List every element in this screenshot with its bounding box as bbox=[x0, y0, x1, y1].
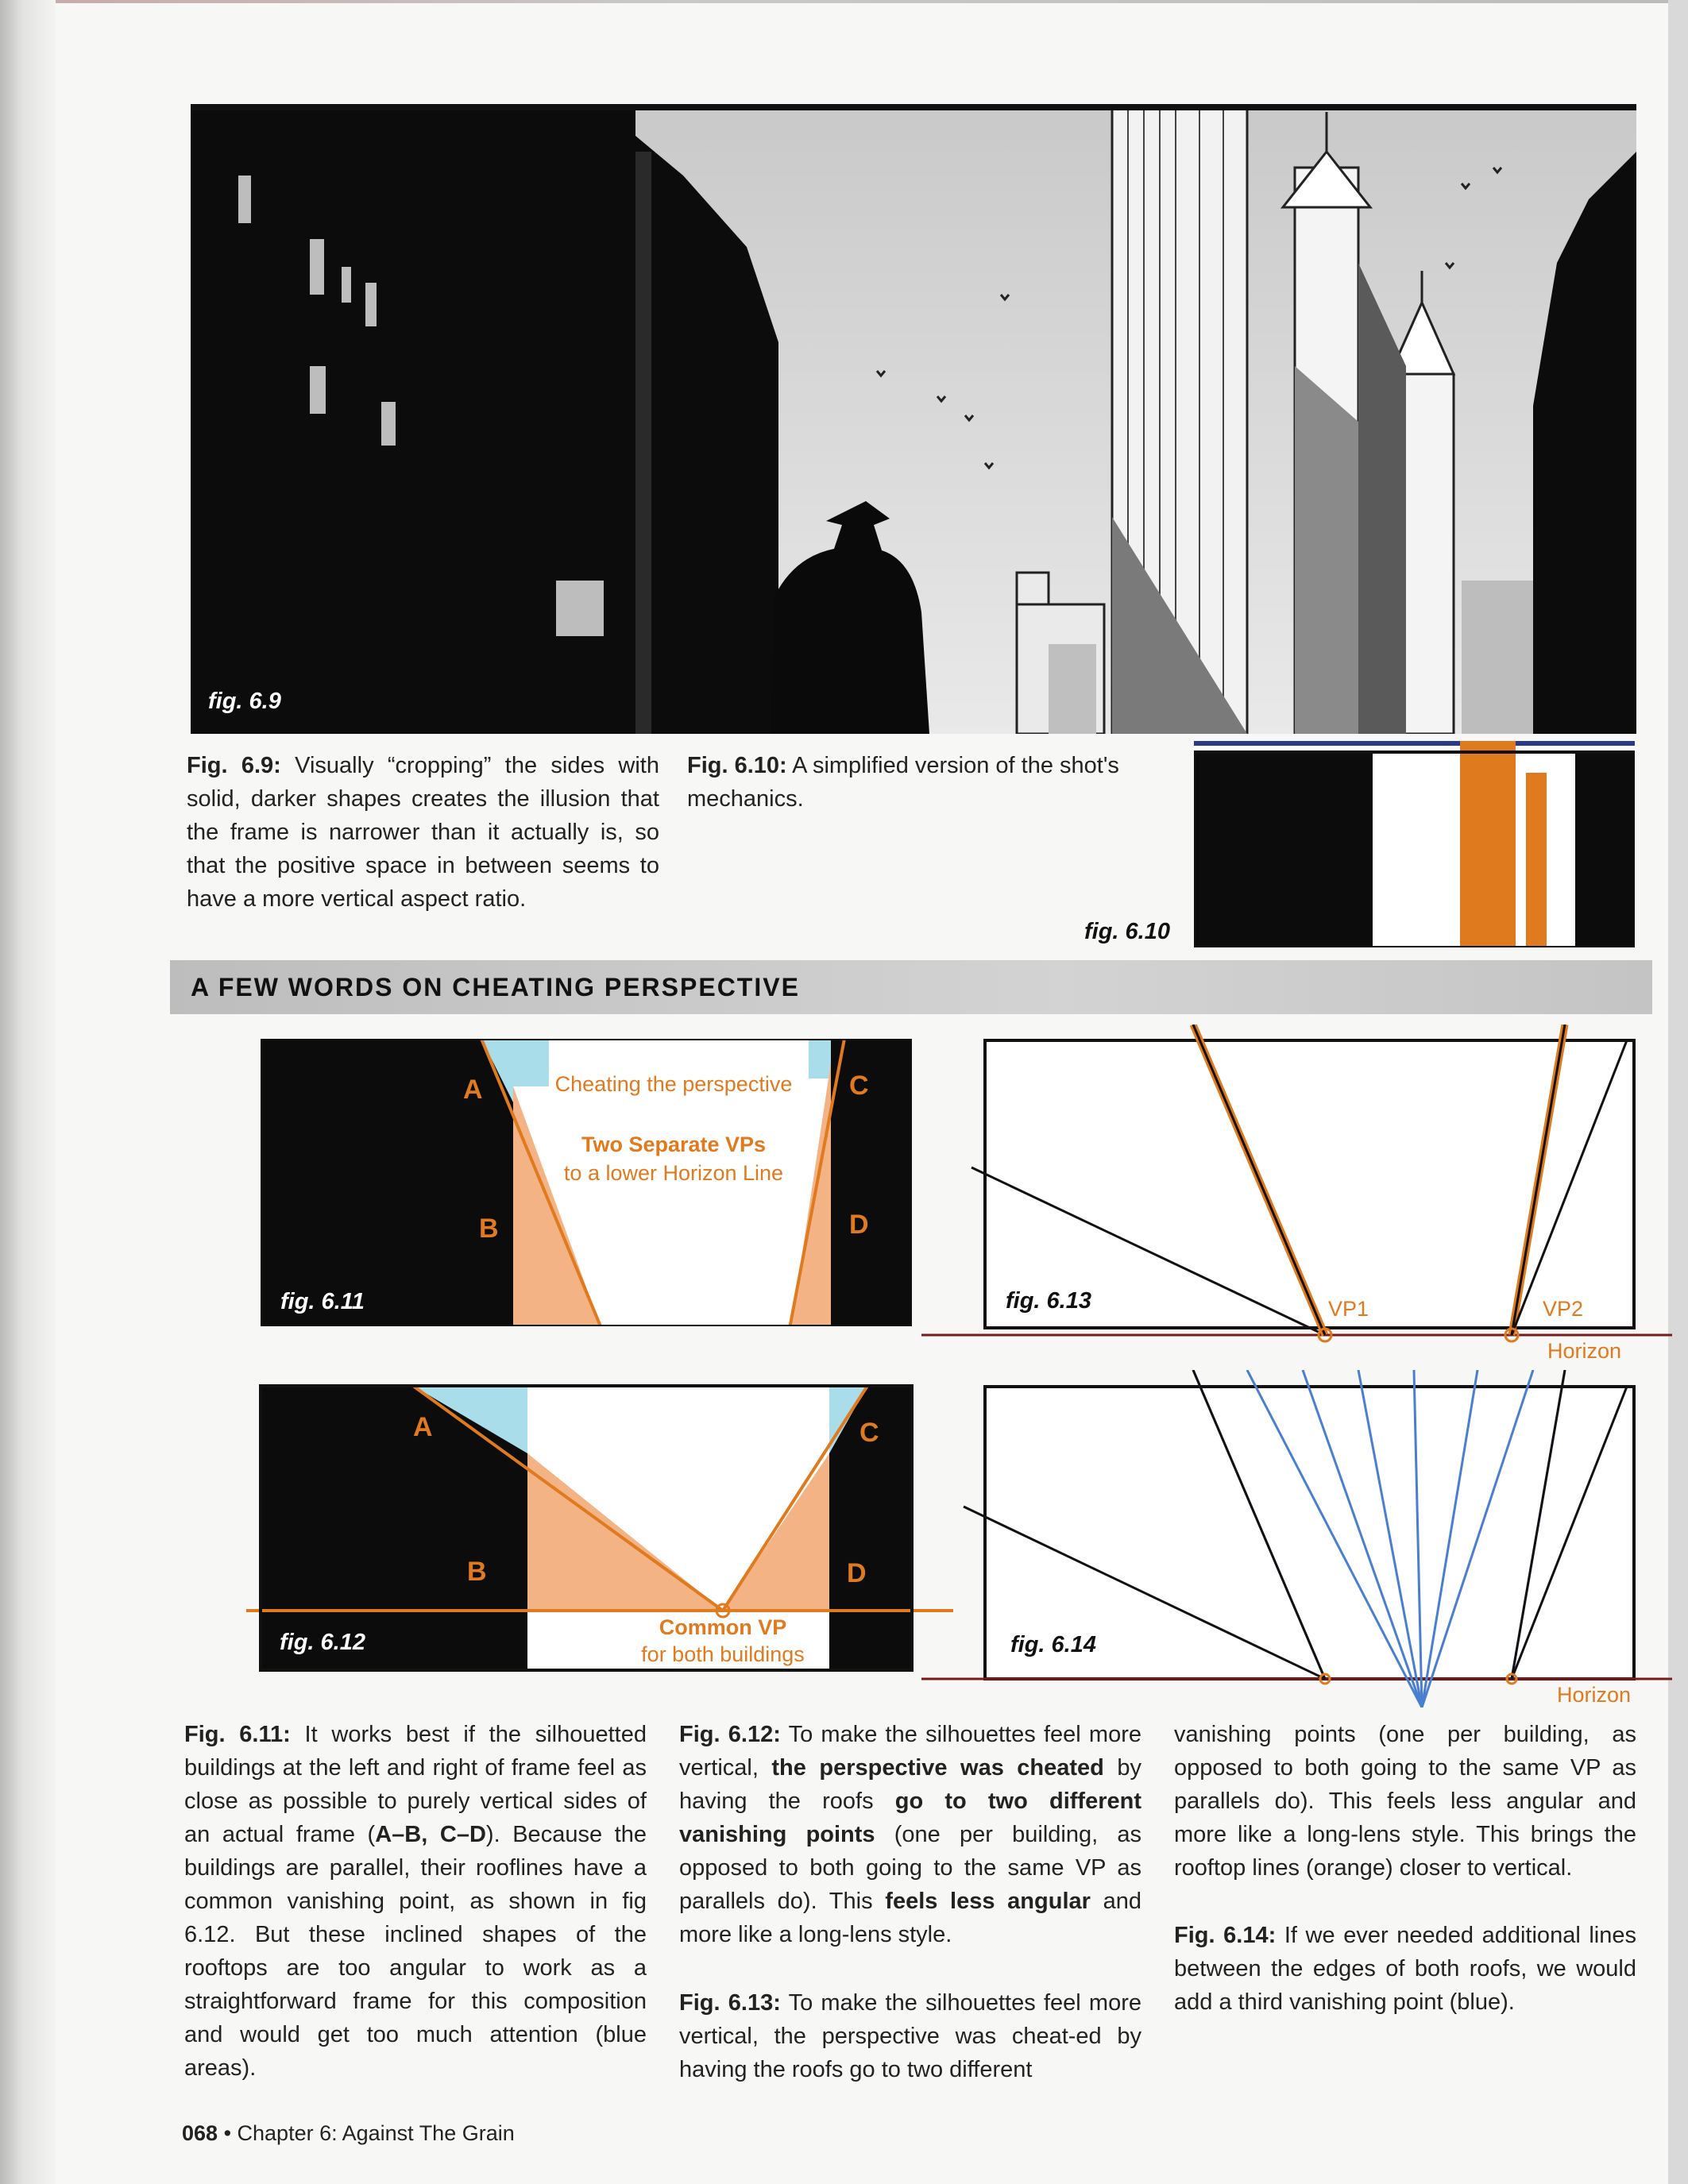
page-number: 068 bbox=[182, 2121, 218, 2145]
fig-6-12-note-2: for both buildings bbox=[641, 1642, 805, 1666]
fig-6-12-caption-label: Fig. 6.12: bbox=[679, 1722, 781, 1747]
fig-6-11-note-2: Two Separate VPs bbox=[581, 1133, 767, 1156]
fig-6-11-tag: fig. 6.11 bbox=[280, 1289, 365, 1314]
fig-6-12-caption-text-1: To make the silhouettes feel more vertical, bbox=[679, 1722, 1141, 1781]
fig-6-9-caption bbox=[187, 749, 659, 916]
fig-6-12-caption-bold-3: feels less angular bbox=[885, 1889, 1091, 1914]
fig-6-13-vp1-label: VP1 bbox=[1328, 1297, 1369, 1321]
fig-6-11-label-b: B bbox=[479, 1214, 499, 1244]
fig-6-11-label-c: C bbox=[849, 1071, 869, 1101]
fig-6-14-diagram bbox=[921, 1370, 1672, 1707]
fig-6-11-caption-bold: A–B, C–D bbox=[375, 1822, 486, 1847]
fig-6-11-label-d: D bbox=[849, 1210, 869, 1240]
fig-6-13-tag: fig. 6.13 bbox=[1006, 1288, 1091, 1314]
fig-6-12-caption-bold-2: go to two different vanishing points bbox=[679, 1788, 1141, 1847]
fig-6-12-caption-text-3: (one per building, as opposed to both going to the same VP as parallels do). This bbox=[679, 1822, 1142, 1914]
fig-6-12-caption bbox=[679, 1718, 1141, 1951]
fig-6-12-label-a: A bbox=[413, 1412, 433, 1442]
fig-6-13-caption-cont-text: vanishing points (one per building, as opposed to both going to the same VP as parallels do). This feels less angular and more like a long-lens style. This brings the rooftop lines (orange) closer to vertical. bbox=[1174, 1722, 1636, 1881]
fig-6-11-label-a: A bbox=[463, 1075, 483, 1105]
fig-6-9-tag: fig. 6.9 bbox=[208, 689, 281, 714]
fig-6-12-caption-text-2: by having the roofs bbox=[679, 1755, 1141, 1814]
fig-6-12-caption-bold-1: the perspective was cheated bbox=[771, 1755, 1104, 1781]
fig-6-10-caption-label: Fig. 6.10: bbox=[687, 753, 787, 778]
fig-6-14-caption-text: If we ever needed additional lines between the edges of both roofs, we would add a third vanishing point (blue). bbox=[1174, 1923, 1637, 2015]
fig-6-10-shapes bbox=[1194, 741, 1635, 947]
fig-6-11-caption-text-2: ). Because the buildings are parallel, their rooflines have a common vanishing point, as shown in fig 6.12. But these inclined shapes of the rooftops are too angular to work as a straightforward frame for this composition and would get too much attention (blue areas). bbox=[184, 1822, 647, 2081]
fig-6-13-caption-continued bbox=[1174, 1718, 1636, 1885]
fig-6-12-caption-text-4: and more like a long-lens style. bbox=[679, 1889, 1142, 1947]
fig-6-13-caption-label: Fig. 6.13: bbox=[679, 1990, 781, 2016]
fig-6-12-label-b: B bbox=[467, 1557, 487, 1587]
fig-6-13-vp2-label: VP2 bbox=[1543, 1297, 1584, 1321]
fig-6-11-caption bbox=[184, 1718, 647, 2085]
fig-6-10-diagram bbox=[1194, 741, 1635, 947]
fig-6-9-caption-label: Fig. 6.9: bbox=[187, 753, 281, 778]
fig-6-12-note-1: Common VP bbox=[659, 1615, 787, 1639]
book-gutter bbox=[0, 0, 56, 2184]
section-header bbox=[170, 960, 1652, 1014]
page-footer bbox=[182, 2121, 515, 2146]
fig-6-11-note-1: Cheating the perspective bbox=[554, 1072, 793, 1096]
fig-6-12-label-d: D bbox=[847, 1558, 867, 1588]
fig-6-10-caption-text: A simplified version of the shot's mechanics. bbox=[687, 753, 1119, 812]
fig-6-13-caption-text: To make the silhouettes feel more vertical, the perspective was cheat-ed by having the roofs go to two different bbox=[679, 1990, 1141, 2082]
fig-6-11-note-3: to a lower Horizon Line bbox=[563, 1161, 784, 1185]
fig-6-14-caption bbox=[1174, 1919, 1636, 2019]
fig-6-11-caption-text-1: It works best if the silhouetted buildings at the left and right of frame feel as close as possible to purely vertical sides of an actual frame ( bbox=[184, 1722, 647, 1847]
fig-6-14-horizon-label: Horizon bbox=[1557, 1683, 1632, 1707]
fig-6-13-diagram bbox=[921, 1024, 1672, 1363]
fig-6-14-tag: fig. 6.14 bbox=[1010, 1632, 1096, 1657]
fig-6-12-diagram bbox=[246, 1382, 953, 1676]
fig-6-9-caption-text: Visually “cropping” the sides with solid, darker shapes creates the illusion that the frame is narrower than it actually is, so that the positive space in between seems to have a more vertical aspect ratio. bbox=[187, 753, 659, 912]
fig-6-14-caption-label: Fig. 6.14: bbox=[1174, 1923, 1277, 1948]
fig-6-10-caption bbox=[687, 749, 1184, 816]
fig-6-13-caption bbox=[679, 1986, 1141, 2086]
city-scene bbox=[191, 104, 1636, 734]
fig-6-12-label-c: C bbox=[859, 1418, 879, 1448]
fig-6-10-tag: fig. 6.10 bbox=[1084, 919, 1170, 944]
fig-6-12-tag: fig. 6.12 bbox=[280, 1630, 365, 1655]
section-title: A FEW WORDS ON CHEATING PERSPECTIVE bbox=[191, 973, 800, 1001]
footer-separator: • bbox=[218, 2121, 238, 2145]
fig-6-13-horizon-label: Horizon bbox=[1547, 1339, 1622, 1363]
chapter-title: Chapter 6: Against The Grain bbox=[237, 2121, 515, 2145]
fig-6-11-diagram bbox=[261, 1039, 912, 1326]
fig-6-11-caption-label: Fig. 6.11: bbox=[184, 1722, 291, 1747]
fig-6-9-illustration bbox=[191, 104, 1636, 734]
page-top-edge bbox=[0, 0, 1688, 3]
